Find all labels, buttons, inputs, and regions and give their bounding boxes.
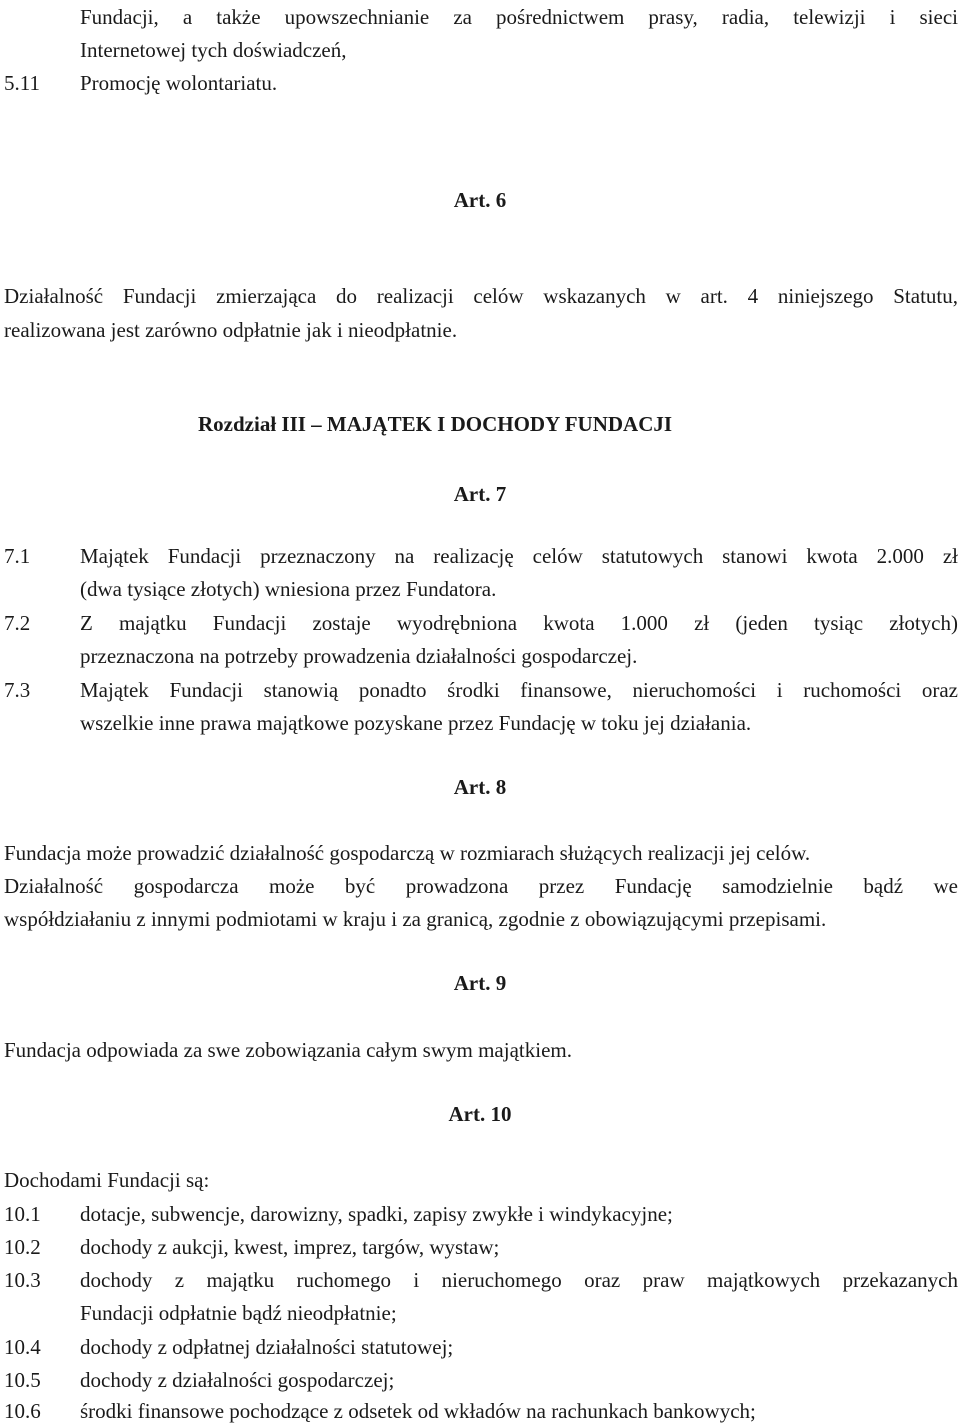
- paragraph-line: Fundacja może prowadzić działalność gospodarczą w rozmiarach służących realizacji jej celów.: [4, 841, 811, 865]
- list-item-text: dochody z majątku ruchomego i nieruchomego oraz praw majątkowych przekazanych: [80, 1268, 958, 1292]
- list-item-text: Fundacji odpłatnie bądź nieodpłatnie;: [80, 1301, 397, 1325]
- list-item-number: 7.1: [4, 544, 31, 568]
- paragraph-line: realizowana jest zarówno odpłatnie jak i nieodpłatnie.: [4, 318, 458, 342]
- list-item-number: 7.3: [4, 678, 31, 702]
- list-item-text: dochody z działalności gospodarczej;: [80, 1368, 395, 1392]
- article-heading-10: Art. 10: [448, 1102, 512, 1126]
- list-item-number: 10.5: [4, 1368, 41, 1392]
- list-item-text: dotacje, subwencje, darowizny, spadki, zapisy zwykłe i windykacyjne;: [80, 1202, 673, 1226]
- paragraph-line: Działalność gospodarcza może być prowadzona przez Fundację samodzielnie bądź we: [4, 874, 958, 898]
- list-item-text: Promocję wolontariatu.: [80, 71, 278, 95]
- list-item-text: Z majątku Fundacji zostaje wyodrębniona kwota 1.000 zł (jeden tysiąc złotych): [80, 611, 958, 635]
- chapter-heading: Rozdział III – MAJĄTEK I DOCHODY FUNDACJI: [198, 412, 673, 436]
- list-item-number: 10.1: [4, 1202, 41, 1226]
- paragraph-line: Dochodami Fundacji są:: [4, 1168, 210, 1192]
- paragraph-line: Fundacji, a także upowszechnianie za pośrednictwem prasy, radia, telewizji i sieci: [80, 5, 958, 29]
- list-item-number: 5.11: [4, 71, 40, 95]
- list-item-text: dochody z aukcji, kwest, imprez, targów, wystaw;: [80, 1235, 500, 1259]
- list-item-text: przeznaczona na potrzeby prowadzenia działalności gospodarczej.: [80, 644, 638, 668]
- list-item-text: (dwa tysiące złotych) wniesiona przez Fundatora.: [80, 577, 497, 601]
- list-item-text: dochody z odpłatnej działalności statutowej;: [80, 1335, 454, 1359]
- list-item-number: 10.4: [4, 1335, 41, 1359]
- list-item-text: Majątek Fundacji przeznaczony na realizację celów statutowych stanowi kwota 2.000 zł: [80, 544, 958, 568]
- list-item-text: środki finansowe pochodzące z odsetek od wkładów na rachunkach bankowych;: [80, 1399, 756, 1423]
- article-heading-9: Art. 9: [453, 971, 507, 995]
- paragraph-line: Fundacja odpowiada za swe zobowiązania całym swym majątkiem.: [4, 1038, 572, 1062]
- article-heading-6: Art. 6: [453, 188, 507, 212]
- list-item-number: 10.3: [4, 1268, 41, 1292]
- list-item-number: 10.2: [4, 1235, 41, 1259]
- list-item-text: Majątek Fundacji stanowią ponadto środki finansowe, nieruchomości i ruchomości oraz: [80, 678, 958, 702]
- article-heading-8: Art. 8: [453, 775, 507, 799]
- list-item-number: 10.6: [4, 1399, 41, 1423]
- paragraph-line: współdziałaniu z innymi podmiotami w kraju i za granicą, zgodnie z obowiązującymi przepisami.: [4, 907, 827, 931]
- paragraph-line: Działalność Fundacji zmierzająca do realizacji celów wskazanych w art. 4 niniejszego Statutu,: [4, 284, 958, 308]
- paragraph-line: Internetowej tych doświadczeń,: [80, 38, 347, 62]
- list-item-number: 7.2: [4, 611, 31, 635]
- article-heading-7: Art. 7: [453, 482, 507, 506]
- list-item-text: wszelkie inne prawa majątkowe pozyskane przez Fundację w toku jej działania.: [80, 711, 752, 735]
